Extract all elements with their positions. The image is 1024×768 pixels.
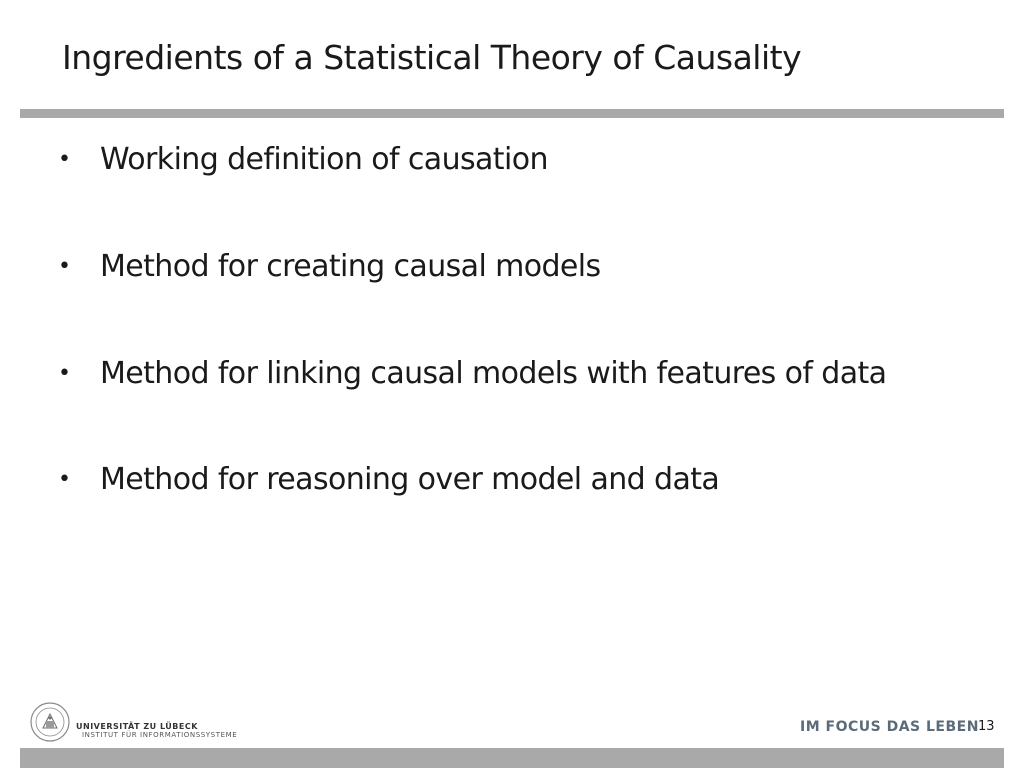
university-seal-icon bbox=[30, 702, 70, 742]
title-divider bbox=[20, 109, 1004, 118]
bullet-item bbox=[58, 249, 601, 284]
slide-title: Ingredients of a Statistical Theory of Causality bbox=[62, 38, 802, 77]
tagline: IM FOCUS DAS LEBEN bbox=[800, 719, 979, 735]
bullet-icon: • bbox=[58, 360, 71, 386]
bullet-icon: • bbox=[58, 146, 71, 172]
footer-bar bbox=[20, 748, 1004, 768]
bullet-text: Method for linking causal models with features of data bbox=[100, 356, 887, 391]
bullet-item bbox=[58, 462, 719, 497]
page-number: 13 bbox=[978, 719, 995, 734]
bullet-icon: • bbox=[58, 466, 71, 492]
bullet-icon: • bbox=[58, 253, 71, 279]
bullet-text: Working definition of causation bbox=[100, 142, 548, 177]
bullet-text: Method for creating causal models bbox=[100, 249, 601, 284]
bullet-item bbox=[58, 356, 886, 391]
bullet-item bbox=[58, 142, 548, 177]
institute-name: INSTITUT FÜR INFORMATIONSSYSTEME bbox=[82, 731, 238, 739]
bullet-text: Method for reasoning over model and data bbox=[100, 462, 720, 497]
university-name: UNIVERSITÄT ZU LÜBECK bbox=[76, 722, 198, 731]
